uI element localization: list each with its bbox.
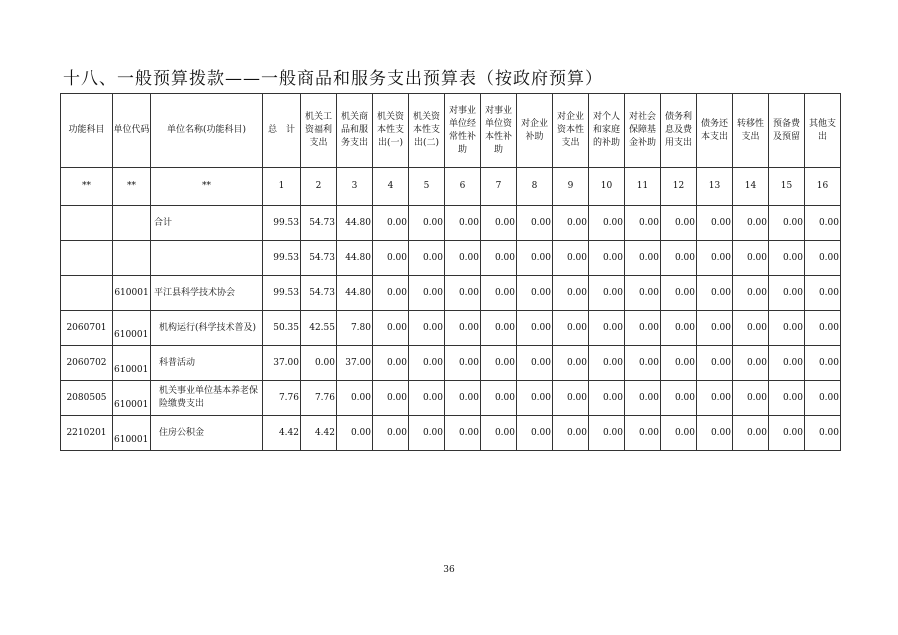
- value-cell: 0.00: [301, 346, 337, 381]
- unit-name-cell: 平江县科学技术协会: [151, 276, 263, 311]
- value-cell: 44.80: [337, 241, 373, 276]
- value-cell: 0.00: [445, 276, 481, 311]
- value-cell: 0.00: [661, 311, 697, 346]
- table-row: [61, 346, 841, 381]
- value-cell: 0.00: [733, 346, 769, 381]
- value-cell: 0.00: [409, 206, 445, 241]
- unit-code-cell: 610001: [113, 381, 151, 416]
- index-cell: 15: [769, 168, 805, 206]
- value-cell: 54.73: [301, 206, 337, 241]
- value-cell: 0.00: [733, 381, 769, 416]
- value-cell: 0.00: [409, 276, 445, 311]
- value-cell: 0.00: [589, 381, 625, 416]
- value-cell: 4.42: [301, 416, 337, 451]
- index-cell: 10: [589, 168, 625, 206]
- value-cell: 0.00: [517, 311, 553, 346]
- unit-code-cell: [113, 206, 151, 241]
- value-cell: 0.00: [589, 311, 625, 346]
- value-cell: 0.00: [337, 381, 373, 416]
- value-cell: 0.00: [661, 416, 697, 451]
- value-cell: 0.00: [733, 276, 769, 311]
- value-cell: 0.00: [481, 416, 517, 451]
- value-cell: 0.00: [805, 276, 841, 311]
- value-cell: 0.00: [625, 206, 661, 241]
- index-cell: **: [151, 168, 263, 206]
- header-cell: 对企业补助: [517, 94, 553, 168]
- value-cell: 0.00: [769, 416, 805, 451]
- value-cell: 0.00: [517, 416, 553, 451]
- value-cell: 0.00: [553, 241, 589, 276]
- value-cell: 0.00: [733, 311, 769, 346]
- unit-name-cell: 机构运行(科学技术普及): [151, 311, 263, 346]
- header-cell: 债务利息及费用支出: [661, 94, 697, 168]
- header-cell: 单位代码: [113, 94, 151, 168]
- index-cell: 1: [263, 168, 301, 206]
- header-cell: 机关资本性支出(一): [373, 94, 409, 168]
- value-cell: 0.00: [661, 241, 697, 276]
- header-row: [61, 94, 841, 168]
- value-cell: 0.00: [661, 381, 697, 416]
- header-cell: 单位名称(功能科目): [151, 94, 263, 168]
- index-cell: 7: [481, 168, 517, 206]
- value-cell: 0.00: [517, 381, 553, 416]
- value-cell: 0.00: [409, 311, 445, 346]
- index-cell: 11: [625, 168, 661, 206]
- value-cell: 0.00: [697, 241, 733, 276]
- value-cell: 7.80: [337, 311, 373, 346]
- value-cell: 99.53: [263, 206, 301, 241]
- header-cell: 对事业单位经常性补助: [445, 94, 481, 168]
- value-cell: 44.80: [337, 276, 373, 311]
- unit-name-cell: 机关事业单位基本养老保险缴费支出: [151, 381, 263, 416]
- header-cell: 对企业资本性支出: [553, 94, 589, 168]
- header-cell: 其他支出: [805, 94, 841, 168]
- header-cell: 转移性支出: [733, 94, 769, 168]
- value-cell: 0.00: [445, 346, 481, 381]
- value-cell: 0.00: [625, 241, 661, 276]
- value-cell: 0.00: [517, 346, 553, 381]
- value-cell: 0.00: [661, 206, 697, 241]
- table-row: [61, 381, 841, 416]
- func-code-cell: [61, 241, 113, 276]
- value-cell: 0.00: [517, 206, 553, 241]
- value-cell: 99.53: [263, 241, 301, 276]
- header-cell: 对社会保障基金补助: [625, 94, 661, 168]
- index-cell: 13: [697, 168, 733, 206]
- unit-name-cell: 住房公积金: [151, 416, 263, 451]
- func-code-cell: 2060701: [61, 311, 113, 346]
- header-cell: 机关商品和服务支出: [337, 94, 373, 168]
- value-cell: 0.00: [445, 241, 481, 276]
- value-cell: 0.00: [445, 206, 481, 241]
- value-cell: 0.00: [481, 276, 517, 311]
- value-cell: 0.00: [805, 241, 841, 276]
- value-cell: 0.00: [733, 416, 769, 451]
- func-code-cell: 2080505: [61, 381, 113, 416]
- value-cell: 0.00: [373, 241, 409, 276]
- unit-code-cell: 610001: [113, 346, 151, 381]
- value-cell: 37.00: [337, 346, 373, 381]
- unit-name-cell: 科普活动: [151, 346, 263, 381]
- index-cell: 12: [661, 168, 697, 206]
- value-cell: 0.00: [805, 206, 841, 241]
- value-cell: 7.76: [301, 381, 337, 416]
- value-cell: 0.00: [409, 381, 445, 416]
- value-cell: 4.42: [263, 416, 301, 451]
- value-cell: 0.00: [625, 416, 661, 451]
- table-row: [61, 241, 841, 276]
- value-cell: 0.00: [553, 381, 589, 416]
- index-row: [61, 168, 841, 206]
- unit-name-cell: [151, 241, 263, 276]
- header-cell: 预备费及预留: [769, 94, 805, 168]
- value-cell: 0.00: [625, 346, 661, 381]
- value-cell: 0.00: [769, 276, 805, 311]
- value-cell: 0.00: [733, 206, 769, 241]
- value-cell: 0.00: [553, 346, 589, 381]
- index-cell: **: [113, 168, 151, 206]
- value-cell: 0.00: [697, 276, 733, 311]
- value-cell: 54.73: [301, 241, 337, 276]
- budget-table: [60, 93, 841, 451]
- value-cell: 0.00: [661, 346, 697, 381]
- value-cell: 0.00: [697, 311, 733, 346]
- value-cell: 7.76: [263, 381, 301, 416]
- index-cell: 4: [373, 168, 409, 206]
- index-cell: 3: [337, 168, 373, 206]
- value-cell: 0.00: [481, 206, 517, 241]
- value-cell: 0.00: [409, 346, 445, 381]
- value-cell: 99.53: [263, 276, 301, 311]
- value-cell: 0.00: [445, 381, 481, 416]
- value-cell: 0.00: [769, 206, 805, 241]
- value-cell: 0.00: [733, 241, 769, 276]
- index-cell: 8: [517, 168, 553, 206]
- value-cell: 0.00: [805, 381, 841, 416]
- value-cell: 0.00: [769, 311, 805, 346]
- value-cell: 50.35: [263, 311, 301, 346]
- header-cell: 功能科目: [61, 94, 113, 168]
- unit-code-cell: 610001: [113, 276, 151, 311]
- header-cell: 机关工资福利支出: [301, 94, 337, 168]
- value-cell: 0.00: [553, 276, 589, 311]
- value-cell: 0.00: [481, 311, 517, 346]
- value-cell: 0.00: [373, 206, 409, 241]
- value-cell: 0.00: [373, 311, 409, 346]
- func-code-cell: 2210201: [61, 416, 113, 451]
- value-cell: 0.00: [481, 381, 517, 416]
- table-row: [61, 276, 841, 311]
- value-cell: 0.00: [517, 241, 553, 276]
- index-cell: 5: [409, 168, 445, 206]
- value-cell: 0.00: [373, 276, 409, 311]
- value-cell: 0.00: [481, 346, 517, 381]
- value-cell: 0.00: [805, 346, 841, 381]
- header-cell: 对事业单位资本性补助: [481, 94, 517, 168]
- value-cell: 0.00: [589, 416, 625, 451]
- page-number: 36: [443, 565, 455, 575]
- func-code-cell: 2060702: [61, 346, 113, 381]
- value-cell: 0.00: [373, 381, 409, 416]
- value-cell: 0.00: [553, 416, 589, 451]
- index-cell: 14: [733, 168, 769, 206]
- unit-code-cell: 610001: [113, 416, 151, 451]
- value-cell: 0.00: [697, 346, 733, 381]
- value-cell: 0.00: [589, 346, 625, 381]
- value-cell: 0.00: [805, 416, 841, 451]
- value-cell: 37.00: [263, 346, 301, 381]
- value-cell: 0.00: [769, 241, 805, 276]
- value-cell: 0.00: [769, 346, 805, 381]
- value-cell: 0.00: [625, 311, 661, 346]
- header-cell: 总 计: [263, 94, 301, 168]
- value-cell: 0.00: [625, 381, 661, 416]
- index-cell: 9: [553, 168, 589, 206]
- func-code-cell: [61, 206, 113, 241]
- value-cell: 0.00: [553, 311, 589, 346]
- value-cell: 44.80: [337, 206, 373, 241]
- index-cell: 6: [445, 168, 481, 206]
- unit-code-cell: [113, 241, 151, 276]
- table-row: [61, 416, 841, 451]
- value-cell: 0.00: [697, 381, 733, 416]
- value-cell: 0.00: [409, 241, 445, 276]
- value-cell: 0.00: [661, 276, 697, 311]
- value-cell: 0.00: [697, 206, 733, 241]
- value-cell: 0.00: [553, 206, 589, 241]
- header-cell: 对个人和家庭的补助: [589, 94, 625, 168]
- header-cell: 机关资本性支出(二): [409, 94, 445, 168]
- value-cell: 0.00: [589, 276, 625, 311]
- value-cell: 0.00: [337, 416, 373, 451]
- value-cell: 0.00: [769, 381, 805, 416]
- value-cell: 0.00: [589, 206, 625, 241]
- func-code-cell: [61, 276, 113, 311]
- unit-name-cell: 合计: [151, 206, 263, 241]
- table-row: [61, 311, 841, 346]
- value-cell: 0.00: [697, 416, 733, 451]
- value-cell: 0.00: [589, 241, 625, 276]
- table-row: [61, 206, 841, 241]
- value-cell: 0.00: [445, 416, 481, 451]
- value-cell: 42.55: [301, 311, 337, 346]
- value-cell: 0.00: [445, 311, 481, 346]
- index-cell: 2: [301, 168, 337, 206]
- unit-code-cell: 610001: [113, 311, 151, 346]
- value-cell: 0.00: [517, 276, 553, 311]
- value-cell: 0.00: [481, 241, 517, 276]
- index-cell: 16: [805, 168, 841, 206]
- value-cell: 0.00: [409, 416, 445, 451]
- value-cell: 54.73: [301, 276, 337, 311]
- value-cell: 0.00: [373, 416, 409, 451]
- index-cell: **: [61, 168, 113, 206]
- header-cell: 债务还本支出: [697, 94, 733, 168]
- value-cell: 0.00: [625, 276, 661, 311]
- value-cell: 0.00: [373, 346, 409, 381]
- table-title: 十八、一般预算拨款——一般商品和服务支出预算表（按政府预算）: [63, 69, 603, 89]
- value-cell: 0.00: [805, 311, 841, 346]
